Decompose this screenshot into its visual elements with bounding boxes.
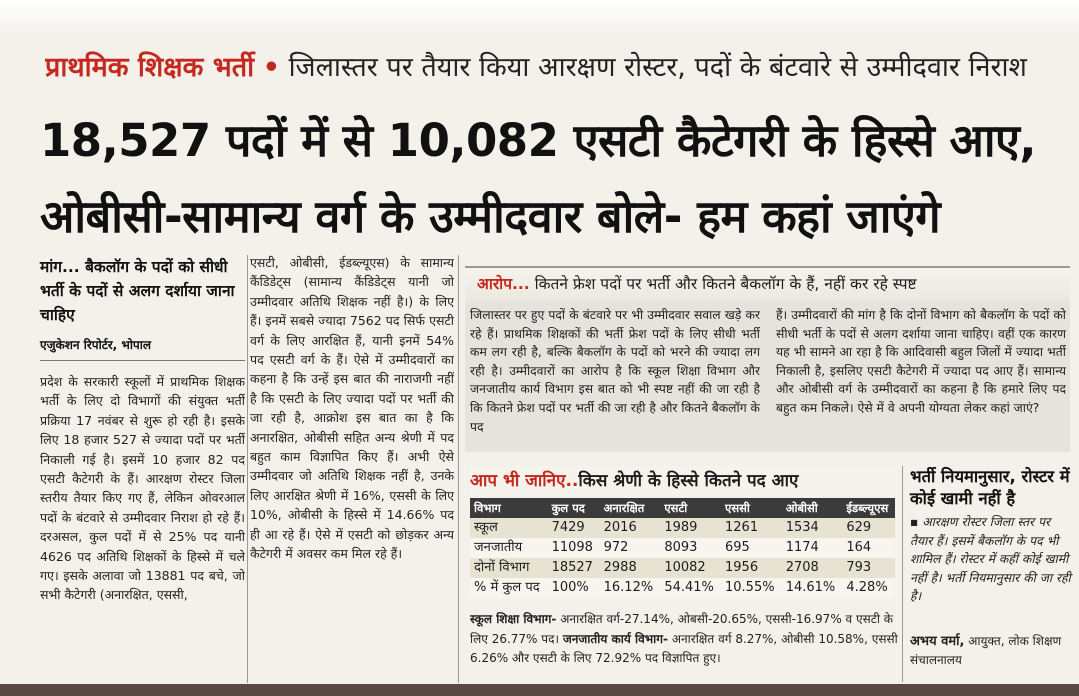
column-divider	[247, 255, 248, 683]
table-cell: 1174	[782, 538, 843, 558]
byline-rule	[40, 360, 245, 361]
table-cell: 11098	[548, 538, 600, 558]
table-cell: 2708	[782, 558, 843, 578]
table-cell: 10082	[660, 558, 721, 578]
table-cell: 7429	[548, 518, 600, 538]
column1-body: प्रदेश के सरकारी स्कूलों में प्राथमिक शिक्षक भर्ती के लिए दो विभागों की संयुक्त भर्ती प्रक्रिया 17 नवंबर से शुरू हो रही है। इसके लिए 18 हजार 527 से ज्यादा पदों पर भर्ती निकाली गई है। इसमें 10 हजार 82 पद एसटी कैटेगरी के हैं। आरक्षण रोस्टर जिला स्तरीय तैयार किए गए हैं, लेकिन ओवरआल पदों के बंटवारे से उम्मीदवार निराश हो रहे हैं। दरअसल, कुल पदों में से 25% पद यानी 4626 पद अतिथि शिक्षकों के हिस्से में चले गए। इसके अलावा जो 13881 पद बचे, जो सभी कैटेगरी (अनारक्षित, एससी,	[40, 374, 245, 603]
aarop-left-body: जिलास्तर पर हुए पदों के बंटवारे पर भी उम्मीदवार सवाल खड़े कर रहे हैं। प्राथमिक शिक्षकों की भर्ती फ्रेश पदों के लिए सीधी भर्ती कम लग रही है, बल्कि बैकलॉग के पदों को भरने की ज्यादा लग रही है। उम्मीदवारों का आरोप है कि स्कूल शिक्षा विभाग और जनजातीय कार्य विभाग इस बात को भी स्पष्ट नहीं की जा रही है कि कितने फ्रेश पदों पर भर्ती की जा रही है और कितने बैकलॉग के पद	[470, 308, 760, 434]
table-cell: 10.55%	[721, 578, 782, 598]
sidebar-title: भर्ती नियमानुसार, रोस्टर में कोई खामी नहीं है	[910, 467, 1070, 508]
note-tribal-text: अनारक्षित वर्ग 8.27%, ओबीसी 10.58%, एससी 6.26% और एसटी के लिए 72.92% पद विज्ञापित हुए।	[470, 631, 898, 665]
aarop-label: आरोप...	[477, 275, 530, 293]
table-cell: 18527	[548, 558, 600, 578]
table-cell: स्कूल	[470, 518, 548, 538]
note-tribal-label: जनजातीय कार्य विभाग-	[562, 631, 669, 646]
sidebar-designation: आयुक्त, लोक शिक्षण संचालनालय	[910, 634, 1062, 667]
column-divider	[902, 466, 903, 682]
table-cell: 1956	[721, 558, 782, 578]
table-row	[470, 518, 895, 538]
table-cell: 972	[600, 538, 661, 558]
table-header-cell: अनारक्षित	[600, 498, 661, 518]
table-cell: 2016	[600, 518, 661, 538]
note-school-text: अनारक्षित वर्ग-27.14%, ओबसी-20.65%, एससी-16.97% व एसटी के लिए 26.77% पद।	[470, 612, 893, 646]
aarop-right-body: हैं। उम्मीदवारों की मांग है कि दोनों विभाग को बैकलॉग के पदों को सीधी भर्ती के पदों से अलग दर्शाया जाना चाहिए। वहीं एक कारण यह भी सामने आ रहा है कि आदिवासी बहुल जिलों में ज्यादा भर्ती निकाली है, इसलिए एसटी कैटेगरी में ज्यादा पद आए हैं। सामान्य और ओबीसी वर्ग के उम्मीदवारों का कहना है कि हमारे लिए पद बहुत कम निकले। ऐसे में वे अपनी योग्यता लेकर कहां जाएं?	[776, 308, 1066, 415]
table-section-label: आप भी जानिए..	[470, 471, 579, 491]
kicker	[45, 48, 1075, 88]
kicker-bullet: •	[262, 52, 280, 83]
table-cell: 4.28%	[842, 578, 895, 598]
headline-line-2: ओबीसी-सामान्य वर्ग के उम्मीदवार बोले- हम कहां जाएंगे	[40, 190, 941, 243]
column-divider	[458, 255, 459, 683]
table-row	[470, 558, 895, 578]
sidebar-name: अभय वर्मा,	[910, 634, 965, 649]
table-cell: 8093	[660, 538, 721, 558]
table-cell: 100%	[548, 578, 600, 598]
sidebar-body-text: आरक्षण रोस्टर जिला स्तर पर तैयार हैं। इसमें बैकलॉग के पद भी शामिल हैं। रोस्टर में कहीं कोई खामी नहीं है। भर्ती नियमानुसार की जा रही है।	[910, 515, 1071, 604]
table-header-cell: ओबीसी	[782, 498, 843, 518]
table-row	[470, 578, 895, 598]
column2-body: एसटी, ओबीसी, ईडब्ल्यूएस) के सामान्य कैंडिडेट्स (सामान्य कैंडिडेट्स यानी जो उम्मीदवार अतिथि शिक्षक नहीं है।) के लिए हैं। इनमें सबसे ज्यादा 7562 पद सिर्फ एसटी वर्ग के लिए आरक्षित हैं, यानी इनमें 54% पद एसटी वर्ग के हैं। ऐसे में उम्मीदवारों का कहना है कि उन्हें इस बात की नाराजगी नहीं है कि एसटी के लिए ज्यादा पदों पर भर्ती की जा रही है, आक्रोश इस बात का है कि अनारक्षित, ओबीसी सहित अन्य श्रेणी में पद बहुत काम विज्ञापित किए हैं। अभी ऐसे उम्मीदवार जो अतिथि शिक्षक नहीं है, उनके लिए आरक्षित श्रेणी में 16%, एससी के लिए 10%, ओबीसी के हिस्से में 14.66% पद ही आ रहे हैं। ऐसे में एसटी को छोड़कर अन्य कैटेगरी में अवसर कम मिल रहे हैं।	[250, 255, 454, 562]
table-cell: जनजातीय	[470, 538, 548, 558]
sidebar-bullet: ▪	[910, 515, 919, 529]
table-section-header	[470, 466, 895, 496]
department-note	[470, 610, 898, 669]
table-cell: 14.61%	[782, 578, 843, 598]
table-cell: 629	[842, 518, 895, 538]
table-cell: 793	[842, 558, 895, 578]
table-header-row	[470, 498, 895, 518]
note-school-label: स्कूल शिक्षा विभाग-	[470, 612, 557, 626]
table-header-cell: विभाग	[470, 498, 548, 518]
sidebar-body	[910, 513, 1075, 606]
byline: एजुकेशन रिपोर्टर, भोपाल	[40, 338, 151, 352]
table-header-cell: कुल पद	[548, 498, 600, 518]
aarop-title: कितने फ्रेश पदों पर भर्ती और कितने बैकलॉग के हैं, नहीं कर रहे स्पष्ट	[534, 275, 917, 293]
table-cell: 695	[721, 538, 782, 558]
sidebar-attribution	[910, 632, 1075, 669]
table-cell: दोनों विभाग	[470, 558, 548, 578]
posts-table	[470, 498, 895, 598]
table-row	[470, 538, 895, 558]
kicker-label: प्राथमिक शिक्षक भर्ती	[45, 52, 255, 83]
table-cell: 1989	[660, 518, 721, 538]
table-cell: 1534	[782, 518, 843, 538]
table-cell: 16.12%	[600, 578, 661, 598]
column1-subhead: मांग... बैकलॉग के पदों को सीधी भर्ती के पदों से अलग दर्शाया जाना चाहिए	[40, 258, 235, 324]
table-section-title: किस श्रेणी के हिस्से कितने पद आए	[578, 471, 799, 491]
table-cell: 2988	[600, 558, 661, 578]
bottom-band	[0, 684, 1079, 696]
table-cell: 1261	[721, 518, 782, 538]
table-cell: % में कुल पद	[470, 578, 548, 598]
table-cell: 164	[842, 538, 895, 558]
aarop-header	[465, 266, 1070, 302]
headline-line-1: 18,527 पदों में से 10,082 एसटी कैटेगरी के हिस्से आए,	[40, 114, 1036, 167]
table-header-cell: एससी	[721, 498, 782, 518]
table-cell: 54.41%	[660, 578, 721, 598]
top-band	[0, 0, 1079, 38]
kicker-text: जिलास्तर पर तैयार किया आरक्षण रोस्टर, पदों के बंटवारे से उम्मीदवार निराश	[288, 52, 1027, 83]
table-header-cell: एसटी	[660, 498, 721, 518]
table-header-cell: ईडब्ल्यूएस	[842, 498, 895, 518]
